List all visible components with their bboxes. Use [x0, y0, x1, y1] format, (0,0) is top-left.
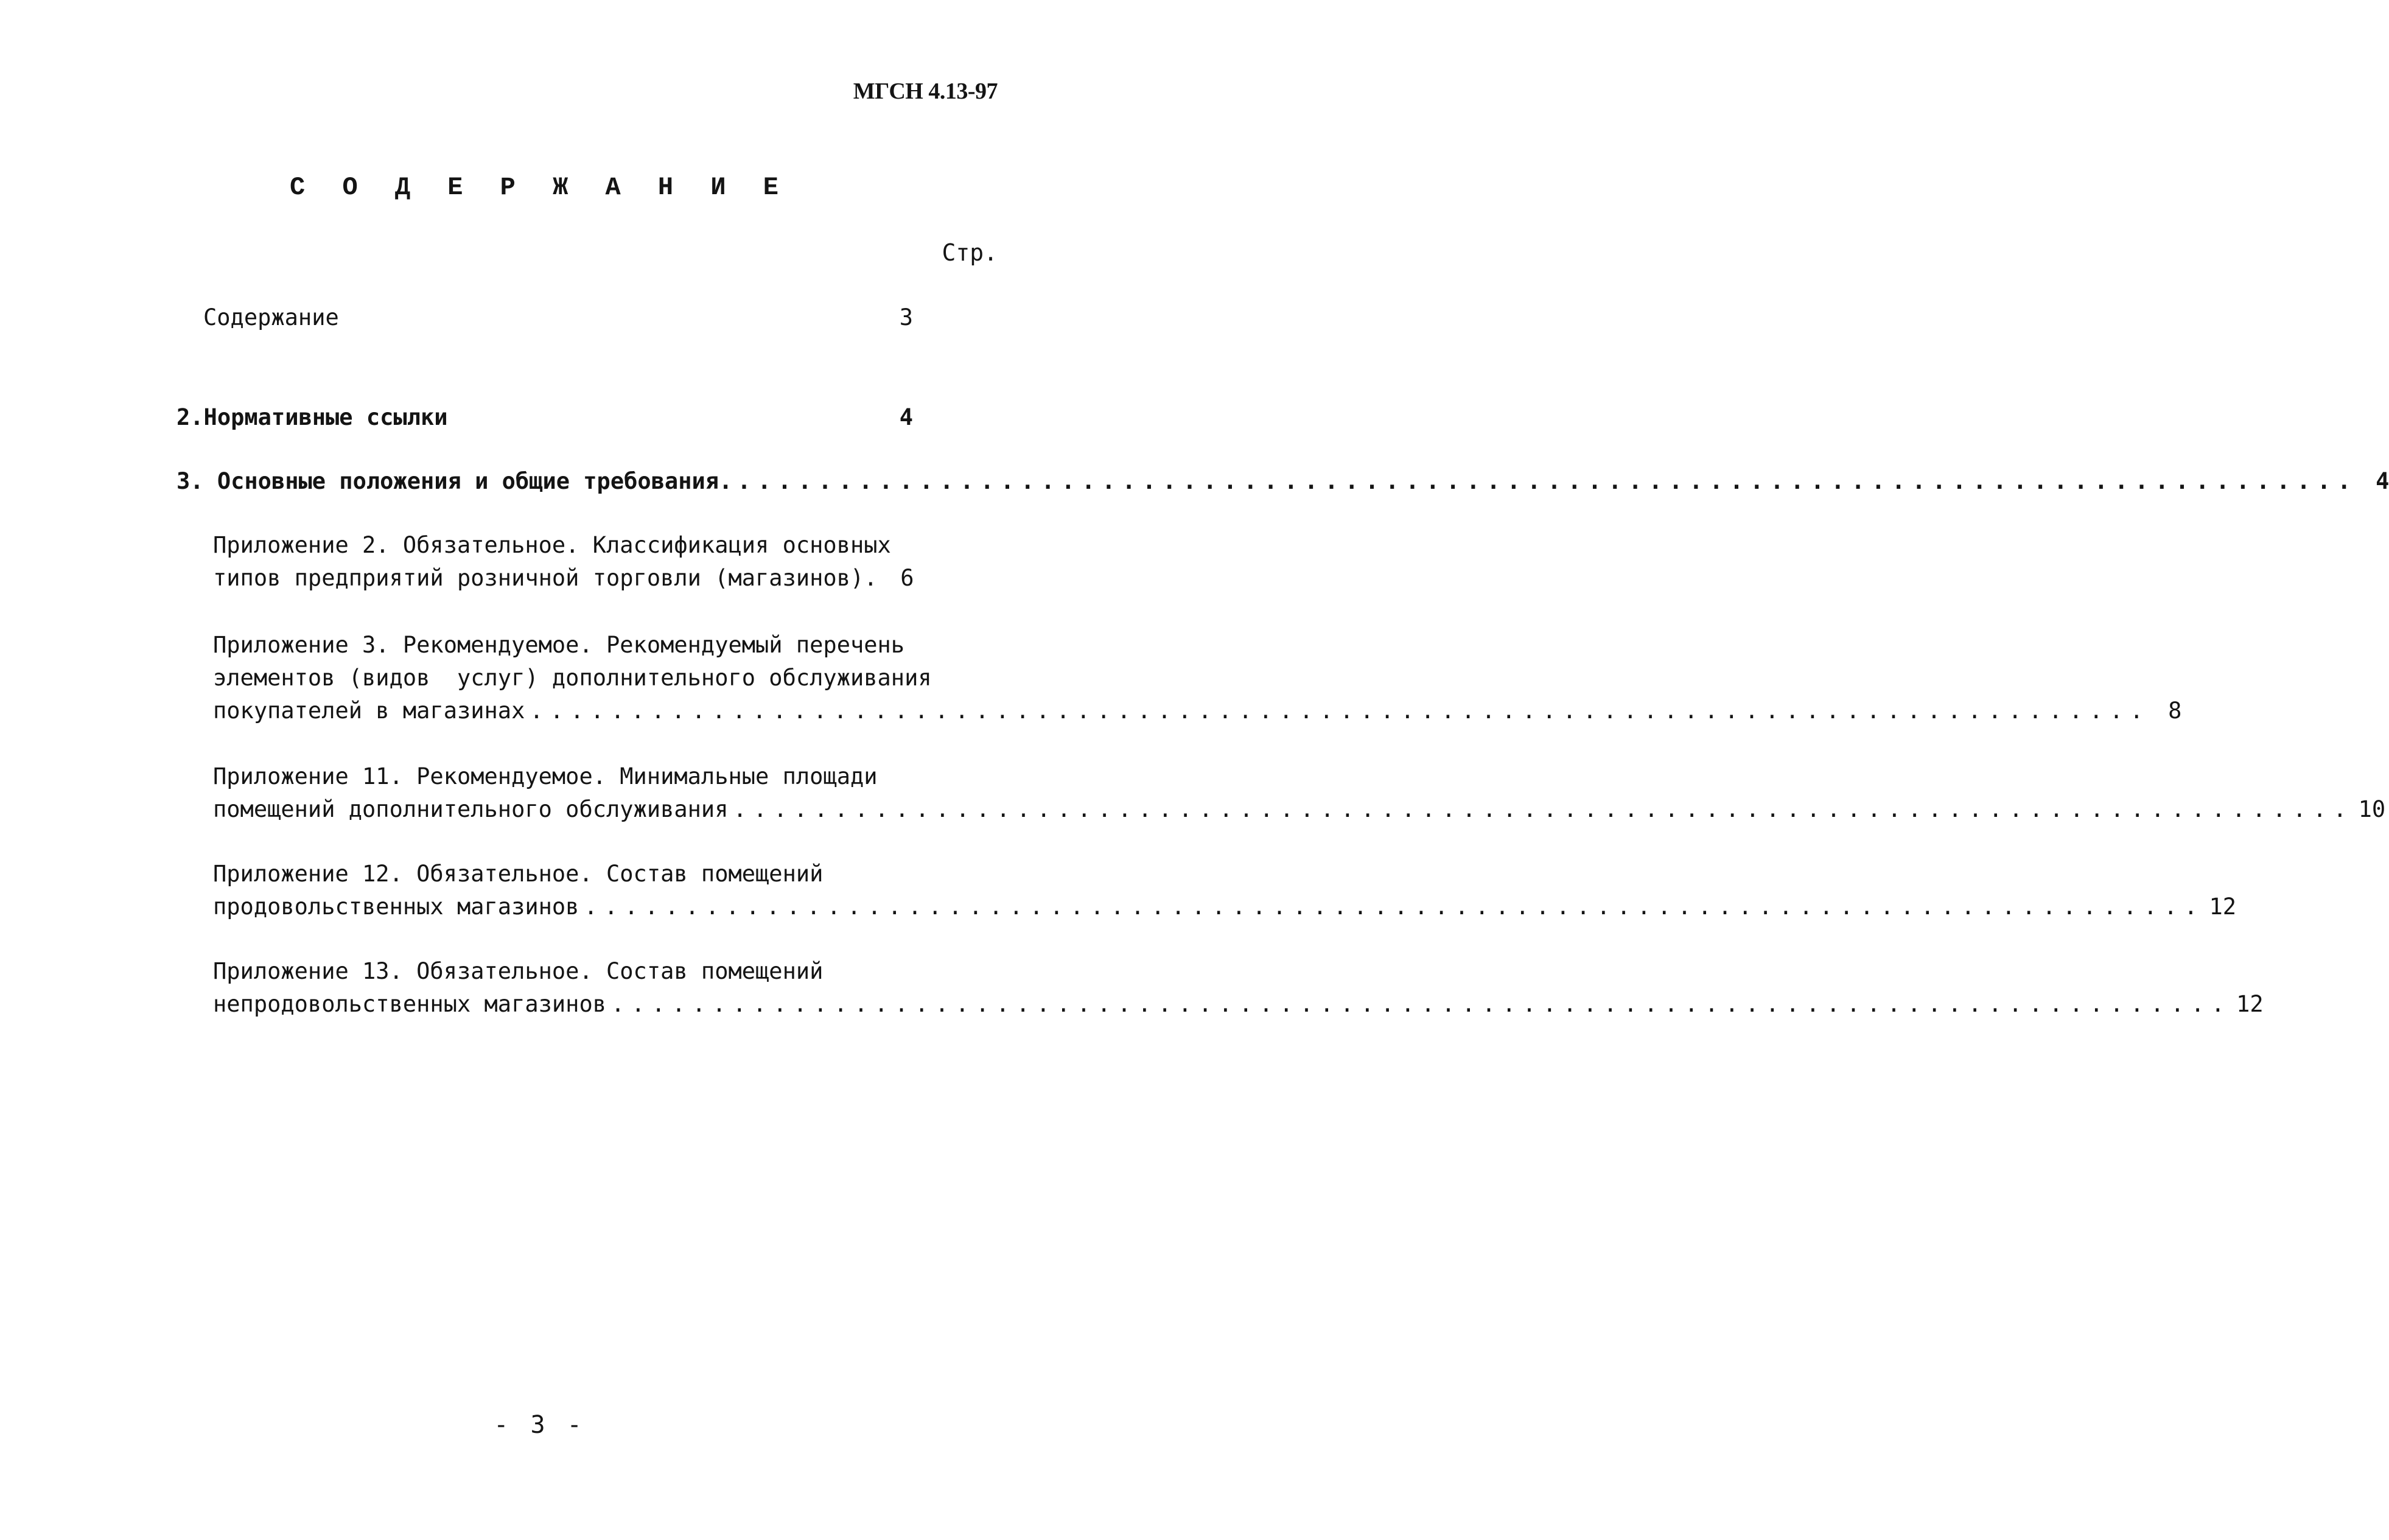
toc-page-number: 4: [899, 404, 913, 430]
toc-entry-text: продовольственных магазинов: [213, 894, 579, 920]
toc-leader-dots: ................................................................................: [611, 991, 2232, 1017]
toc-entry-text: Содержание: [203, 304, 339, 331]
toc-entry-text: Приложение 12. Обязательное. Состав помещений: [213, 861, 824, 887]
toc-entry-line: [213, 562, 913, 594]
toc-entry-line: [213, 858, 913, 890]
toc-entry-line: [213, 629, 913, 661]
toc-entry-line: [213, 989, 2264, 1020]
toc-entry-line: [177, 466, 2389, 497]
toc-entry-text: Приложение 3. Рекомендуемое. Рекомендуемый перечень: [213, 632, 905, 658]
toc-page-number: 10: [2358, 796, 2386, 822]
page-number: - 3 -: [494, 1411, 586, 1439]
toc-page-number: 12: [2209, 894, 2237, 920]
toc-entry-text: Приложение 11. Рекомендуемое. Минимальные площади: [213, 763, 878, 789]
toc-page-number: 8: [2168, 698, 2182, 724]
toc-entry-text: элементов (видов услуг) дополнительного обслуживания: [213, 665, 932, 691]
page-column-label: Стр.: [942, 239, 998, 266]
toc-entry-line: [213, 695, 2182, 727]
toc-entry-line: [177, 402, 913, 433]
toc-entry-text: Приложение 13. Обязательное. Состав помещений: [213, 958, 824, 984]
toc-page-number: 12: [2236, 991, 2264, 1017]
toc-page-number: 4: [2376, 468, 2389, 494]
toc-entry-line: [213, 761, 913, 793]
toc-leader-dots: ................................................................................: [737, 468, 2358, 494]
toc-entry-text: покупателей в магазинах: [213, 698, 525, 724]
toc-entry-line: [213, 794, 2386, 825]
toc-entry-line: [203, 302, 913, 334]
toc-leader-dots: ................................................................................: [584, 894, 2205, 920]
document-code: МГСН 4.13-97: [853, 79, 998, 104]
toc-page-number: 6: [900, 565, 914, 591]
toc-entry-text: непродовольственных магазинов: [213, 991, 607, 1017]
toc-entry-text: 2.Нормативные ссылки: [177, 404, 448, 430]
toc-entry-line: [213, 956, 913, 987]
toc-entry-line: [213, 662, 932, 694]
toc-page-number: 3: [899, 304, 913, 331]
toc-entry-text: типов предприятий розничной торговли (магазинов).: [213, 565, 878, 591]
toc-entry-text: помещений дополнительного обслуживания: [213, 796, 729, 822]
toc-entry-text: Приложение 2. Обязательное. Классификация основных: [213, 532, 891, 558]
toc-leader-dots: ................................................................................: [733, 796, 2354, 822]
page-title: С О Д Е Р Ж А Н И Е: [290, 173, 789, 202]
toc-leader-dots: ................................................................................: [530, 698, 2150, 724]
toc-entry-text: 3. Основные положения и общие требования.: [177, 468, 733, 494]
toc-entry-line: [213, 530, 913, 561]
toc-entry-line: [213, 891, 2237, 923]
